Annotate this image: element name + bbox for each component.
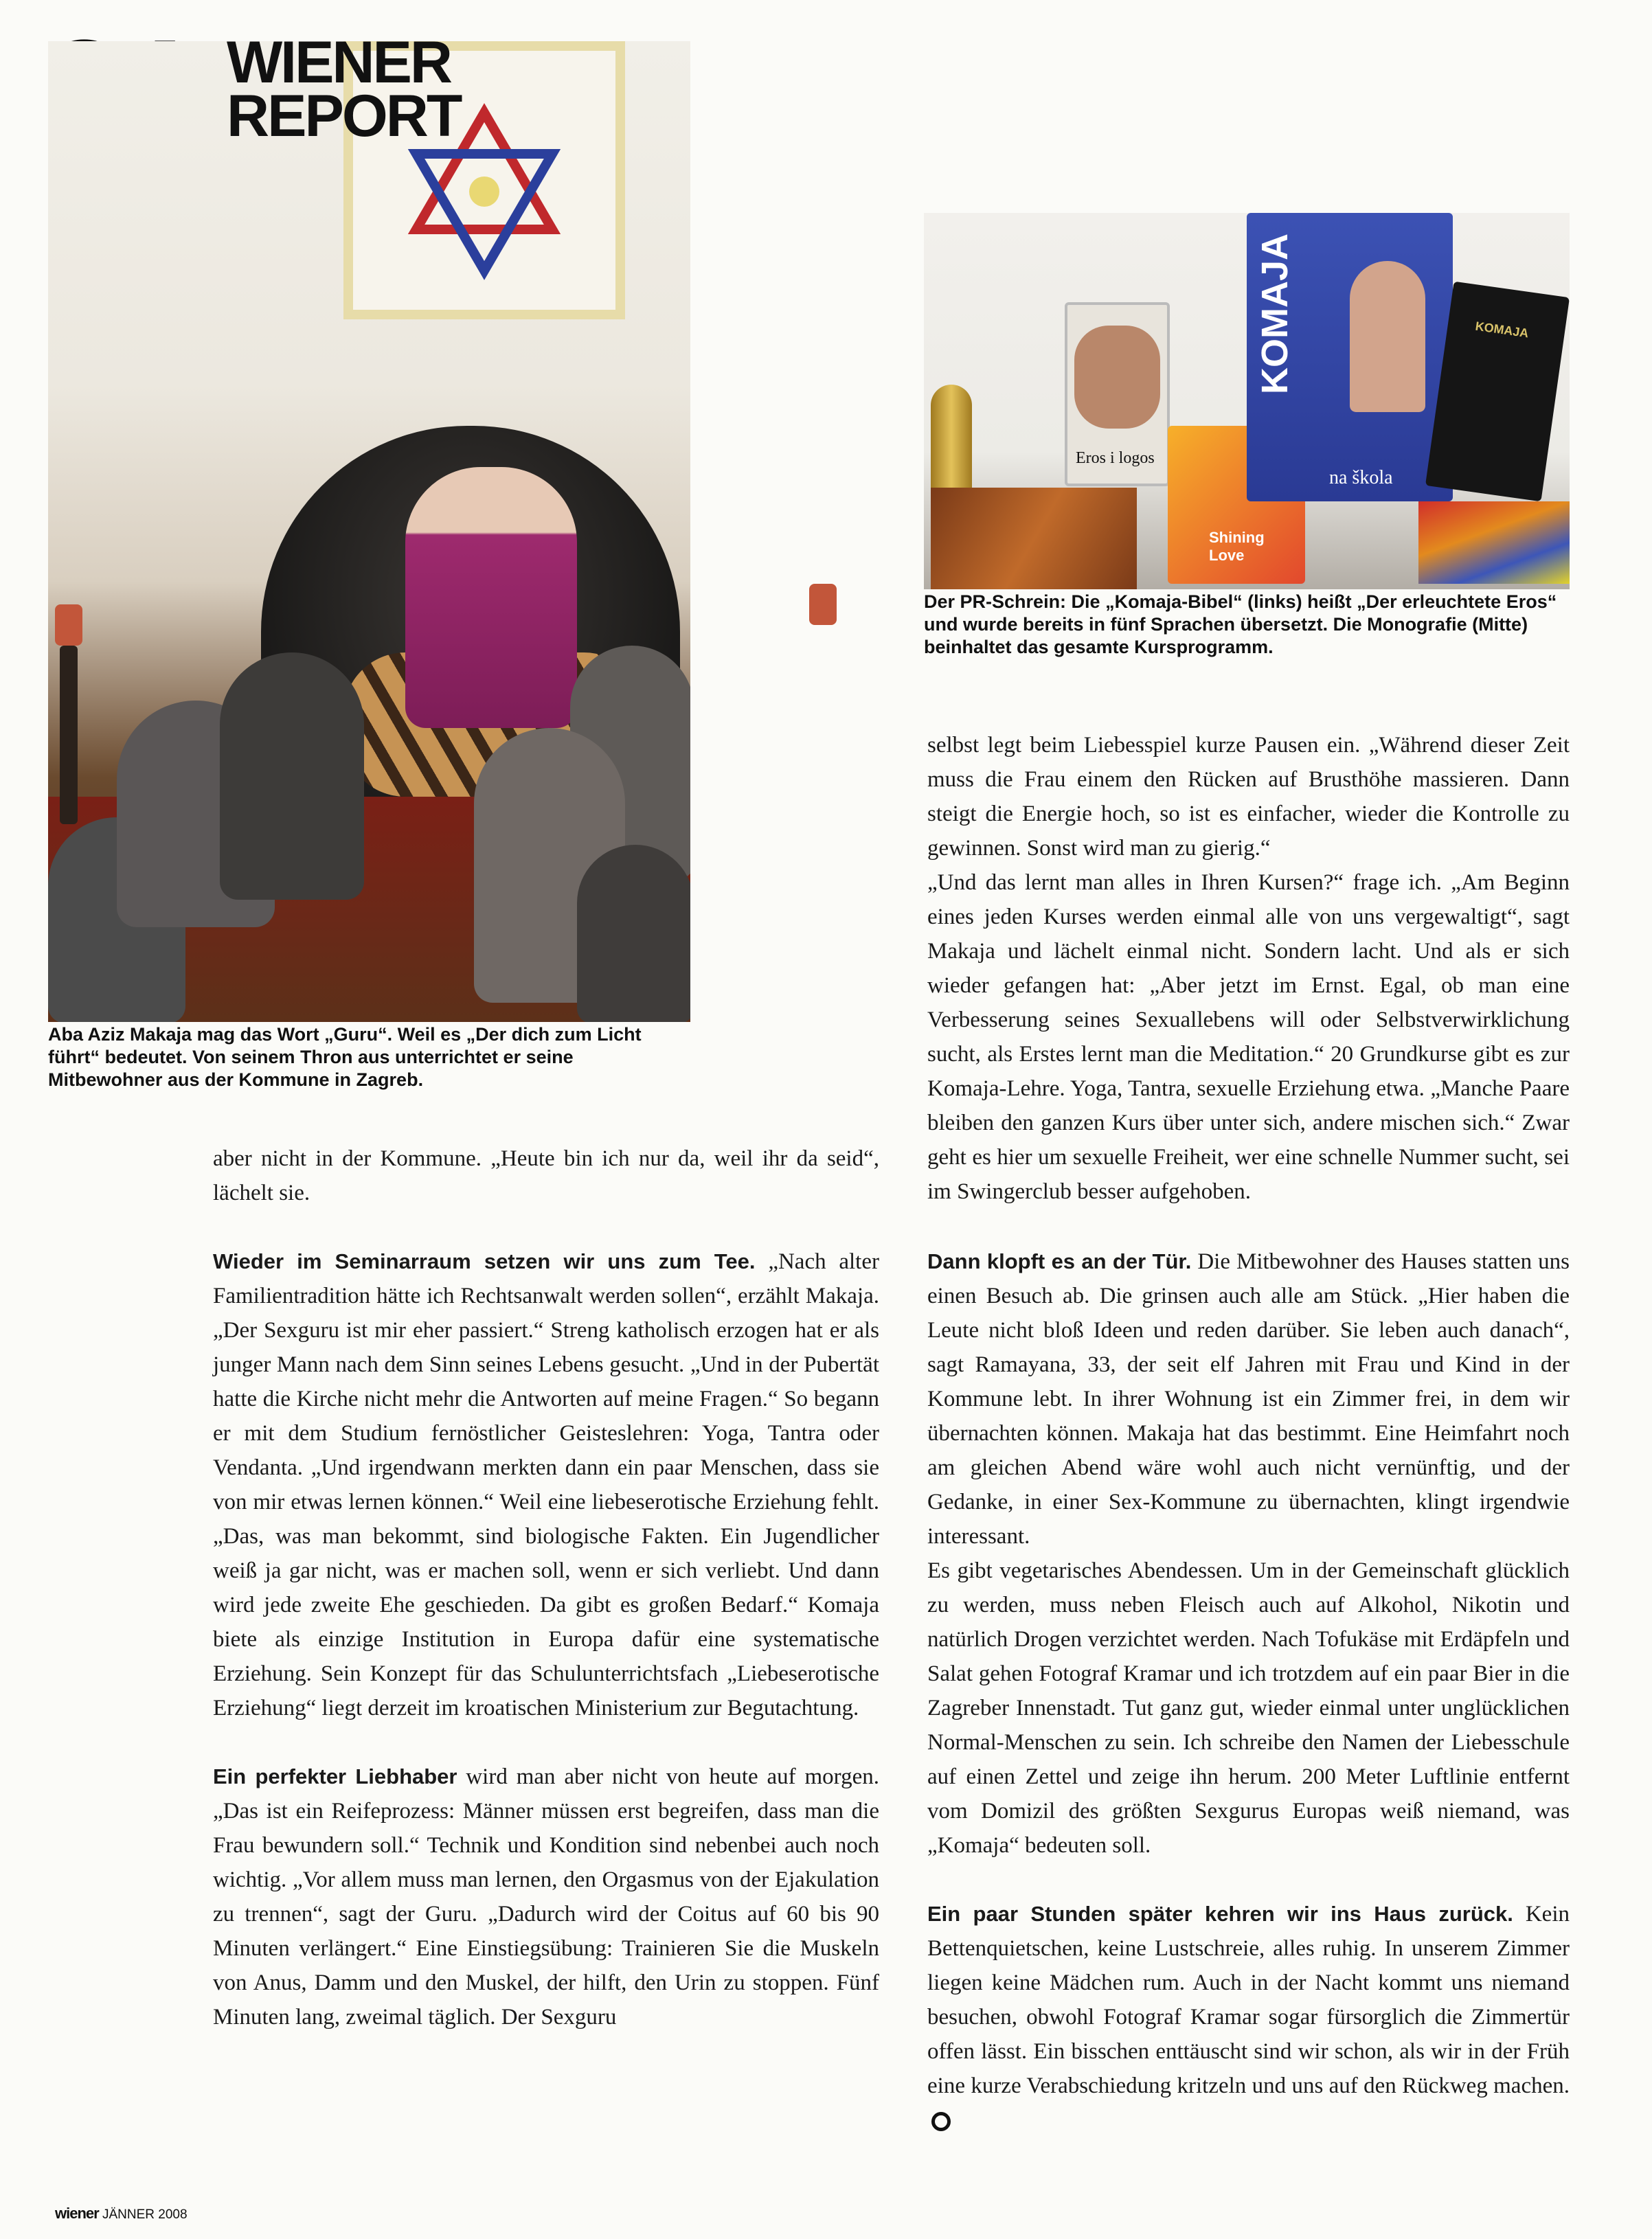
student-figure [577,845,690,1023]
book-eros-i-logos: Eros i logos [1065,302,1170,486]
footer [55,2205,188,2223]
candle-left [55,604,82,824]
footer-issue: JÄNNER 2008 [102,2207,188,2222]
colored-folders [1418,501,1570,584]
book-komaja-school: KOMAJA na škola [1247,213,1453,501]
guru-photo [48,41,690,1023]
paragraph: aber nicht in der Kommune. „Heute bin ich nur da, weil ihr da seid“, lächelt sie. [213,1146,879,1205]
footer-brand: wiener [55,2205,99,2222]
paragraph: Ein paar Stunden später kehren wir ins Haus zurück. Kein Bettenquietschen, keine Lustschreie, alles ruhig. In unserem Zimmer liegen keine Mädchen rum. Auch in der Nacht kommt uns niemand besuchen, obwohl Fotograf Kramar sogar fürsorglich die Zimmertür offen lässt. Ein bisschen enttäuscht sind wir schon, als wir in der Früh eine kurze Verabschiedung kritzeln und uns auf den Rückweg machen. [927,1897,1570,2137]
paragraph-lead: Dann klopft es an der Tür. [927,1249,1192,1273]
left-column [213,1141,879,2034]
section-title [227,30,461,149]
book-monograph: Shining Love [1168,426,1305,584]
end-of-article-icon [931,2112,951,2131]
student-figure [220,652,364,900]
paragraph: Es gibt vegetarisches Abendessen. Um in der Gemeinschaft glücklich zu werden, muss neben Fleisch auch auf Alkohol, Nikotin und natürlich Drogen verzichtet werden. Nach Tofukäse mit Erdäpfeln und Salat gehen Fotograf Kramar und ich trotzdem auf ein paar Bier in die Zagreber Innenstadt. Tut ganz gut, wieder einmal unter unglücklichen Normal-Menschen zu sein. Ich schreibe den Namen der Liebesschule auf einen Zettel und zeige ihn herum. 200 Meter Luftlinie entfernt vom Domizil des größten Sexgurus Europas weiß niemand, was „Komaja“ bedeuten soll. [927,1558,1570,1858]
right-column-top [927,728,1570,1209]
section-title-line1: WIENER [227,30,451,95]
paragraph: selbst legt beim Liebesspiel kurze Pausen ein. „Während dieser Zeit muss die Frau einem den Rücken auf Brusthöhe massieren. Dann steigt die Energie hoch, so ist es einfacher, wieder die Kontrolle zu gewinnen. Sonst wird man zu gierig.“ [927,733,1570,861]
book-komaja-black: KOMAJA [1425,282,1570,502]
books-photo [924,213,1570,611]
section-title-line2: REPORT [227,83,461,149]
right-column-bottom [927,1244,1570,2137]
books-photo-caption: Der PR-Schrein: Die „Komaja-Bibel“ (links) heißt „Der erleuchtete Eros“ und wurde bereits in fünf Sprachen übersetzt. Die Monografie (Mitte) beinhaltet das gesamte Kursprogramm. [924,589,1570,659]
paragraph: Wieder im Seminarraum setzen wir uns zum Tee. „Nach alter Familientradition hätte ich Rechtsanwalt werden sollen“, erzählt Makaja. „Der Sexguru ist mir eher passiert.“ Streng katholisch erzogen hat er als junger Mann nach dem Sinn seines Lebens gesucht. „Und in der Pubertät hatte die Kirche nicht mehr die Antworten auf meine Fragen.“ So begann er mit dem Studium fernöstlicher Geisteslehren: Yoga, Tantra oder Vendanta. „Und irgendwann merkten dann ein paar Menschen, dass sie von mir etwas lernen können.“ Weil eine liebeserotische Erziehung fehlt. „Das, was man bekommt, sind biologische Fakten. Ein Jugendlicher weiß ja gar nicht, was er machen soll, wenn er sich verliebt. Und dann wird jede zweite Ehe geschieden. Da gibt es großen Bedarf.“ Komaja biete als einzige Institution in Europa dafür eine systematische Erziehung. Sein Konzept für das Schulunterrichtsfach „Liebeserotische Erziehung“ liegt derzeit im kroatischen Ministerium zur Begutachtung. [213,1249,879,1720]
brochure [931,488,1137,591]
paragraph-lead: Ein perfekter Liebhaber [213,1764,457,1788]
paragraph-lead: Wieder im Seminarraum setzen wir uns zum Tee. [213,1249,756,1273]
paragraph: „Und das lernt man alles in Ihren Kursen?“ frage ich. „Am Beginn eines jeden Kurses werden einmal alle von uns vergewaltigt“, sagt Makaja und lächelt einmal nicht. Sondern lacht. Und als er sich wieder gefangen hat: „Aber jetzt im Ernst. Egal, ob man eine Verbesserung seines Sexuallebens will oder Selbstverwirklichung sucht, als Erstes lernt man die Meditation.“ 20 Grundkurse gibt es zur Komaja-Lehre. Yoga, Tantra, sexuelle Erziehung etwa. „Manche Paare bleiben den ganzen Kurs über unter sich, andere mischen sich.“ Zwar geht es hier um sexuelle Freiheit, wer eine schnelle Nummer sucht, sei im Swingerclub besser aufgehoben. [927,870,1570,1204]
paragraph: Ein perfekter Liebhaber wird man aber nicht von heute auf morgen. „Das ist ein Reifeprozess: Männer müssen erst begreifen, dass man die Frau bewundern soll.“ Technik und Kondition sind nebenbei auch noch wichtig. „Vor allem muss man lernen, den Orgasmus von der Ejakulation zu trennen“, sagt der Guru. „Dadurch wird der Coitus auf 60 bis 90 Minuten verlängert.“ Eine Einstiegsübung: Trainieren Sie die Muskeln von Anus, Damm und den Muskel, der hilft, den Urin zu stoppen. Fünf Minuten lang, zweimal täglich. Der Sexguru [213,1764,879,2030]
guru-photo-caption: Aba Aziz Makaja mag das Wort „Guru“. Weil es „Der dich zum Licht führt“ bedeutet. Von seinem Thron aus unterrichtet er seine Mitbewohner aus der Kommune in Zagreb. [48,1022,690,1091]
guru-figure [405,467,577,728]
paragraph: Dann klopft es an der Tür. Die Mitbewohner des Hauses statten uns einen Besuch ab. Die grinsen auch alle am Stück. „Hier haben die Leute nicht bloß Ideen und reden darüber. Sie leben auch danach“, sagt Ramayana, 33, der seit elf Jahren mit Frau und Kind in der Kommune lebt. In ihrer Wohnung ist ein Zimmer frei, in dem wir übernachten können. Makaja hat das bestimmt. Eine Heimfahrt noch am gleichen Abend wäre wohl auch nicht vernünftig, und der Gedanke, in einer Sex-Kommune zu übernachten, klingt irgendwie interessant. [927,1249,1570,1549]
paragraph-lead: Ein paar Stunden später kehren wir ins Haus zurück. [927,1902,1513,1926]
